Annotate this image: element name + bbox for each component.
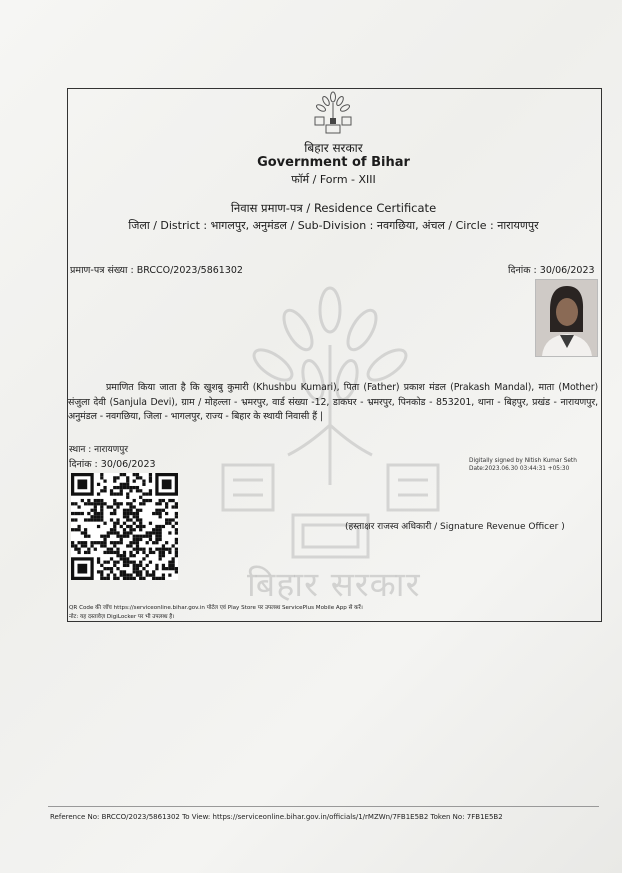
qr-code[interactable]	[71, 473, 178, 580]
place: स्थान : नारायणपुर	[69, 445, 129, 455]
govt-title: Government of Bihar	[257, 155, 410, 170]
place-date: दिनांक : 30/06/2023	[69, 459, 156, 470]
digital-signature-date: Date:2023.06.30 03:44:31 +05:30	[469, 466, 570, 472]
certificate-title: निवास प्रमाण-पत्र / Residence Certificate	[230, 201, 437, 215]
qr-verification-note: QR Code की जाँच https://serviceonline.bihar.gov.in पोर्टल एवं Play Store पर उपलब्ध ServicePlus Mobile App से करें।	[69, 605, 363, 611]
location-line: जिला / District : भागलपुर, अनुमंडल / Sub-Division : नवगछिया, अंचल / Circle : नारायणपुर	[128, 219, 539, 232]
certificate-paragraph: प्रमाणित किया जाता है कि खुशबु कुमारी (Khushbu Kumari), पिता (Father) प्रकाश मंडल (Prakash Mandal), माता (Mother) संजुला देवी (Sanjula Devi), ग्राम / मोहल्ला - भ्रमरपुर, वार्ड संख्या -12, डाकघर - भ्रमरपुर, पिनकोड - 853201, थाना - बिहपुर, प्रखंड - नारायणपुर, अनुमंडल - नवगछिया, जिला - भागलपुर, राज्य - बिहार के स्थायी निवासी हैं |	[68, 382, 598, 422]
digilocker-note: नोट: यह दस्तावेज़ DigiLocker पर भी उपलब्ध है।	[69, 614, 175, 620]
watermark-text: बिहार सरकार	[247, 565, 421, 605]
certificate-number: प्रमाण-पत्र संख्या : BRCCO/2023/5861302	[70, 265, 243, 276]
digital-signature	[469, 457, 577, 473]
issue-date: दिनांक : 30/06/2023	[508, 265, 595, 276]
certificate-body	[68, 381, 598, 425]
form-number: फॉर्म / Form - XIII	[291, 173, 376, 186]
footer-divider	[48, 806, 599, 807]
digital-signature-name: Digitally signed by Nitish Kumar Seth	[469, 458, 577, 464]
applicant-photo	[535, 279, 598, 357]
hindi-govt-title: बिहार सरकार	[304, 141, 363, 155]
signature-label: (हस्ताक्षर राजस्व अधिकारी / Signature Revenue Officer )	[345, 522, 565, 532]
reference-line: Reference No: BRCCO/2023/5861302 To View: https://serviceonline.bihar.gov.in/officials/1/rMZWn/7FB1E5B2 Token No: 7FB1E5B2	[50, 813, 503, 821]
bihar-emblem-icon	[310, 91, 356, 135]
